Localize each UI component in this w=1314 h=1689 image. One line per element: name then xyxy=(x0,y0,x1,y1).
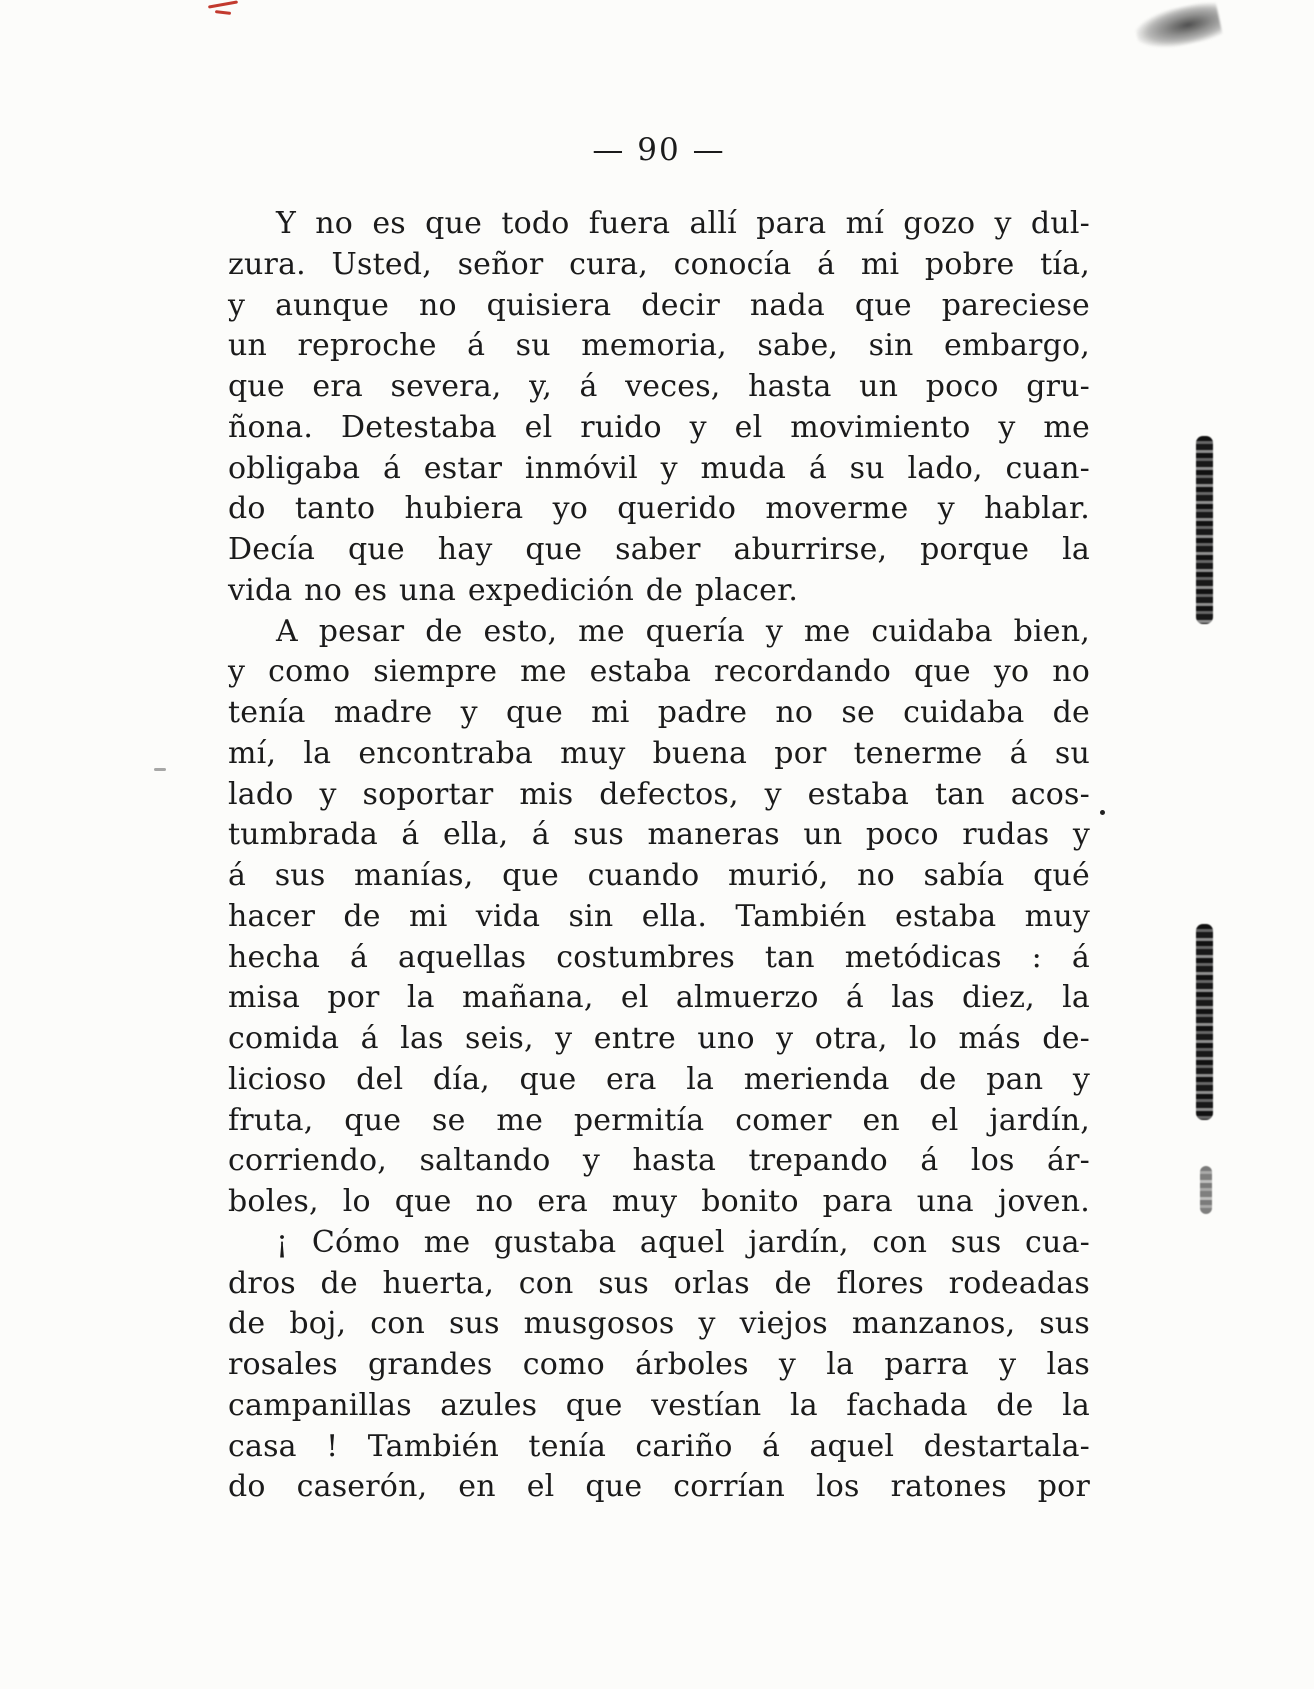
text-line: tenía madre y que mi padre no se cuidaba de xyxy=(228,695,1090,730)
text-line: un reproche á su memoria, sabe, sin embargo, xyxy=(228,328,1090,364)
paragraph xyxy=(228,1223,1090,1508)
text-line: fruta, que se me permitía comer en el jardín, xyxy=(228,1102,1090,1138)
text-line: vida no es una expedición de placer. xyxy=(228,572,799,608)
right-edge-ink-streak xyxy=(1200,1166,1212,1214)
text-line: hecha á aquellas costumbres tan metódicas : á xyxy=(228,939,1090,975)
text-line: dros de huerta, con sus orlas de flores rodeadas xyxy=(228,1265,1090,1301)
text-line: obligaba á estar inmóvil y muda á su lado, cuan- xyxy=(228,450,1090,486)
text-line: Y no es que todo fuera allí para mí gozo y dul- xyxy=(276,206,1090,241)
text-line: que era severa, y, á veces, hasta un poco gru- xyxy=(228,369,1090,404)
text-line: ñona. Detestaba el ruido y el movimiento y me xyxy=(228,409,1090,445)
right-edge-ink-streak xyxy=(1196,924,1213,1120)
text-line: y aunque no quisiera decir nada que pareciese xyxy=(228,287,1090,323)
text-line: A pesar de esto, me quería y me cuidaba bien, xyxy=(276,613,1090,649)
text-line: mí, la encontraba muy buena por tenerme á su xyxy=(228,735,1090,771)
text-line: Decía que hay que saber aburrirse, porque la xyxy=(228,532,1090,567)
text-line: tumbrada á ella, á sus maneras un poco rudas y xyxy=(228,817,1090,853)
paragraph xyxy=(228,612,1090,1223)
text-line: boles, lo que no era muy bonito para una joven. xyxy=(228,1184,1090,1219)
text-line: campanillas azules que vestían la fachada de la xyxy=(228,1387,1090,1423)
text-line: ¡ Cómo me gustaba aquel jardín, con sus cua- xyxy=(276,1224,1090,1260)
page-text xyxy=(228,204,1090,1508)
red-pen-mark-artifact xyxy=(208,0,244,18)
right-edge-ink-streak xyxy=(1196,436,1213,624)
text-line: casa ! También tenía cariño á aquel destartala- xyxy=(228,1428,1090,1464)
text-line: rosales grandes como árboles y la parra y las xyxy=(228,1347,1090,1382)
text-line: y como siempre me estaba recordando que yo no xyxy=(228,654,1090,690)
text-line: zura. Usted, señor cura, conocía á mi pobre tía, xyxy=(228,246,1090,282)
text-line: de boj, con sus musgosos y viejos manzanos, sus xyxy=(228,1306,1090,1342)
text-line: corriendo, saltando y hasta trepando á los ár- xyxy=(228,1143,1090,1179)
text-line: lado y soportar mis defectos, y estaba tan acos- xyxy=(228,776,1090,812)
text-line: misa por la mañana, el almuerzo á las diez, la xyxy=(228,980,1090,1016)
text-line: licioso del día, que era la merienda de pan y xyxy=(228,1061,1090,1097)
text-line: do tanto hubiera yo querido moverme y hablar. xyxy=(228,491,1090,527)
text-line: á sus manías, que cuando murió, no sabía qué xyxy=(228,858,1090,893)
ink-speck xyxy=(1100,810,1105,815)
top-right-smudge-artifact xyxy=(1133,0,1223,54)
text-line: comida á las seis, y entre uno y otra, lo más de- xyxy=(228,1021,1090,1056)
text-line: do caserón, en el que corrían los ratones por xyxy=(228,1469,1090,1505)
page-number: — 90 — xyxy=(592,132,726,168)
paragraph xyxy=(228,204,1090,612)
ink-speck xyxy=(154,768,166,771)
text-line: hacer de mi vida sin ella. También estaba muy xyxy=(228,898,1090,934)
